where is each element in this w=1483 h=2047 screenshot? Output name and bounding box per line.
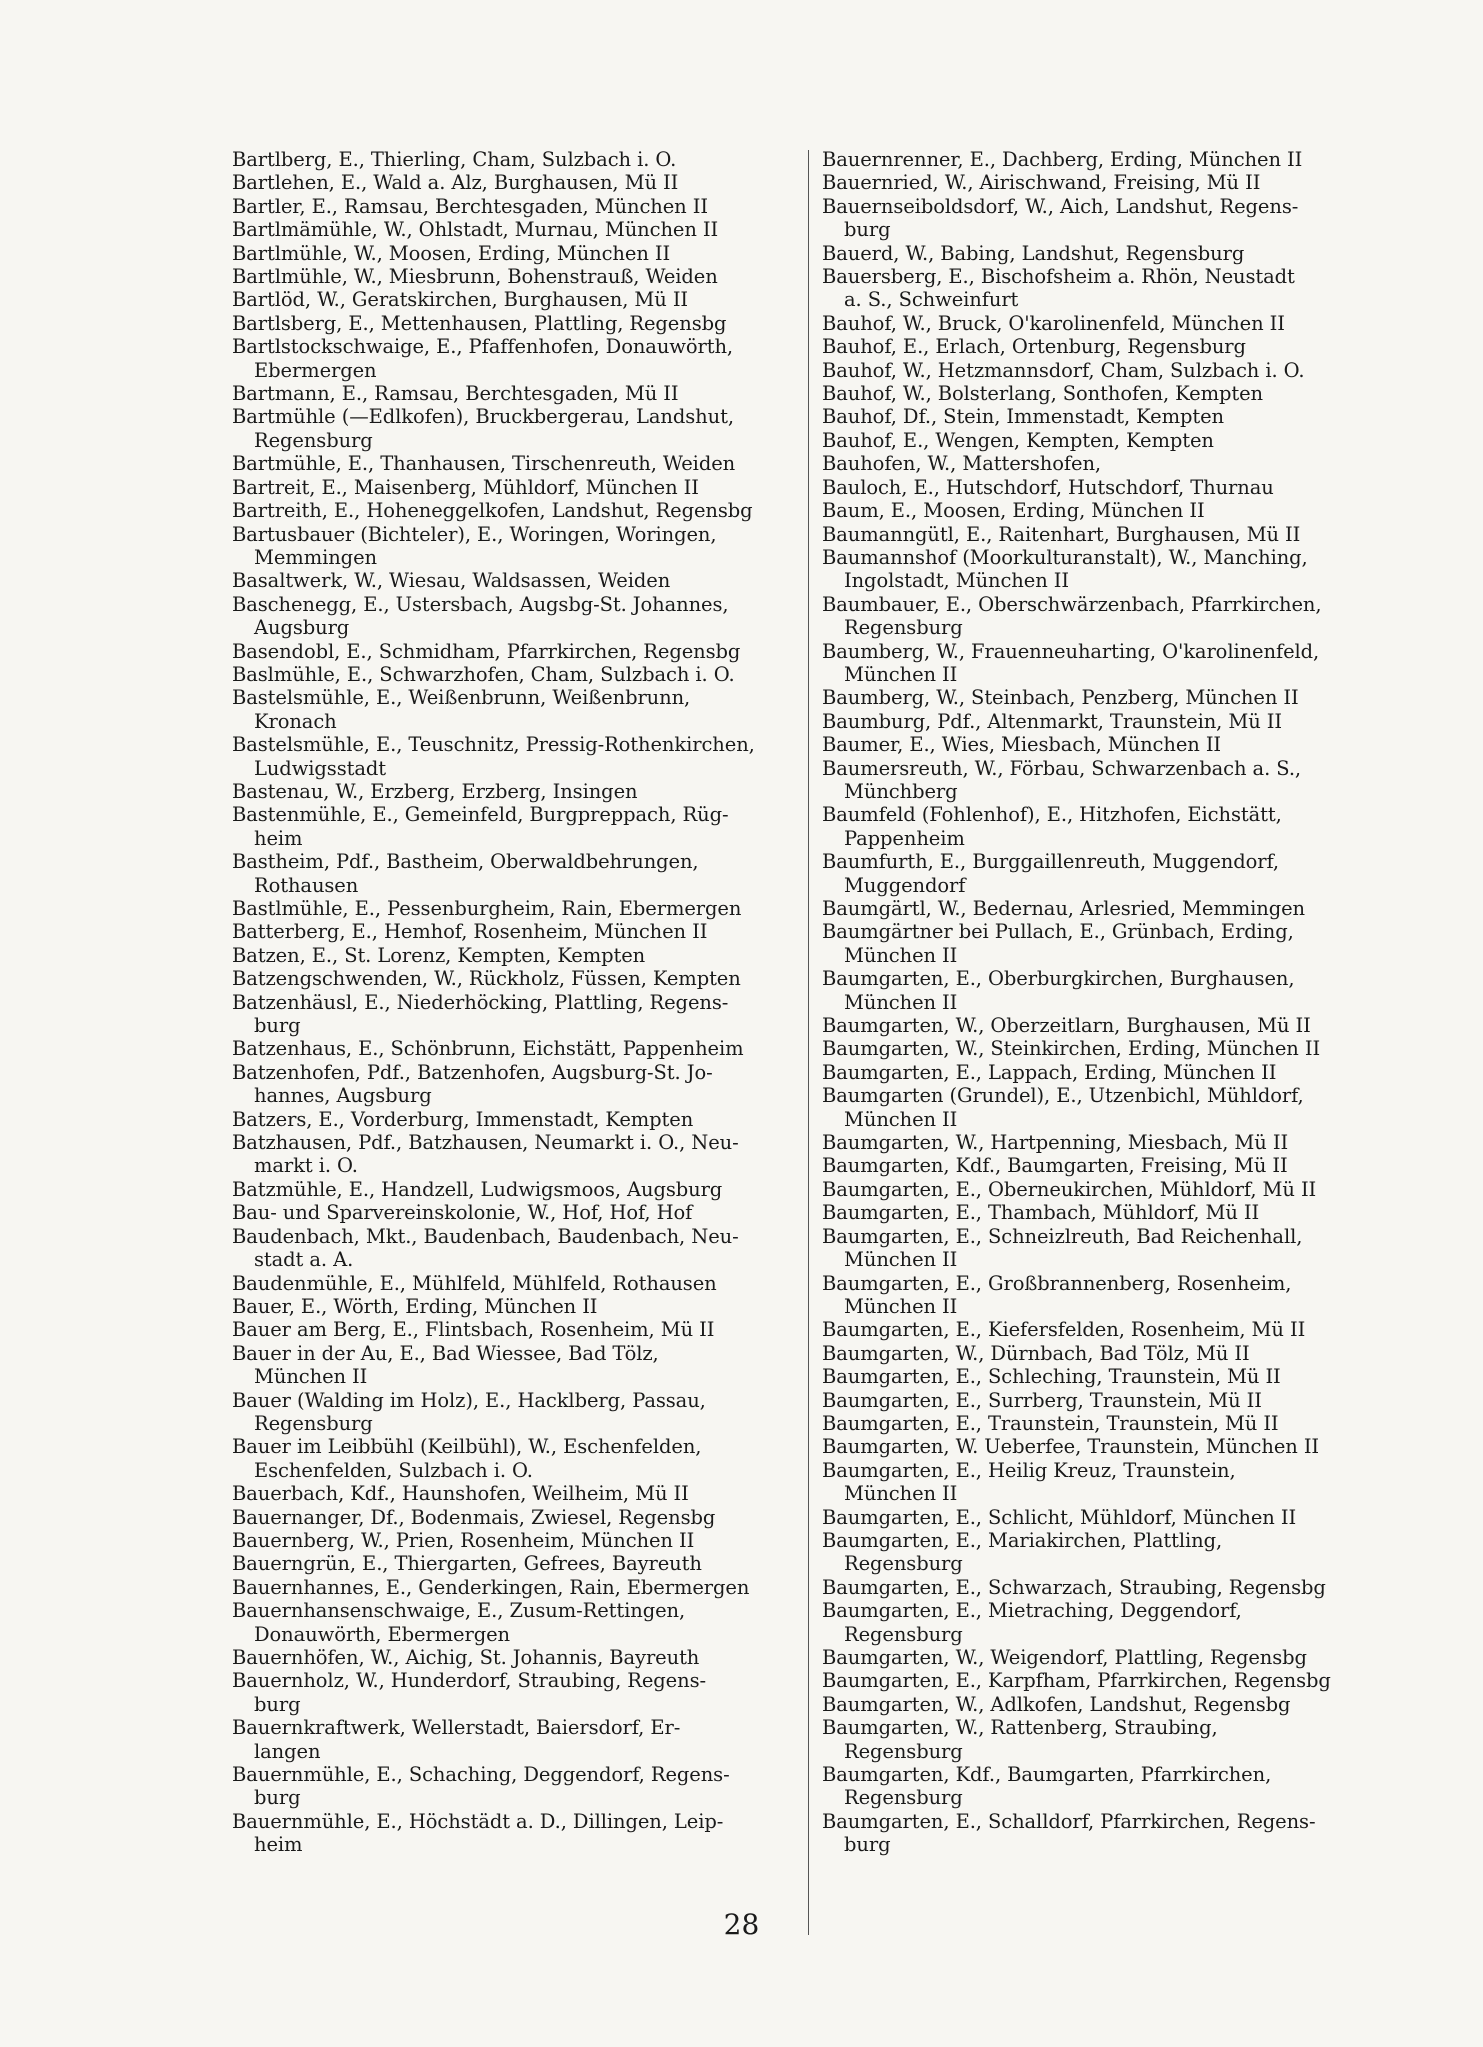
directory-entry: Bauerbach, Kdf., Haunshofen, Weilheim, Mü II xyxy=(232,1482,689,1506)
directory-entry: Baumgarten, E., Heilig Kreuz, Traunstein, München II xyxy=(822,1458,1236,1506)
directory-entry: Baumberg, W., Frauenneuharting, O'karolinenfeld, München II xyxy=(822,639,1320,686)
directory-entry: Bauerngrün, E., Thiergarten, Gefrees, Bayreuth xyxy=(232,1552,702,1576)
directory-entry: Bartlmämühle, W., Ohlstadt, Murnau, München II xyxy=(232,218,719,242)
directory-entry: Baumgarten, W., Rattenberg, Straubing, Regensburg xyxy=(822,1716,1218,1763)
directory-entry: Baumer, E., Wies, Miesbach, München II xyxy=(822,733,1222,757)
directory-entry: Batzers, E., Vorderburg, Immenstadt, Kempten xyxy=(232,1107,694,1131)
directory-entry: Bastheim, Pdf., Bastheim, Oberwaldbehrungen, Rothausen xyxy=(232,850,699,897)
directory-entry: Baumgarten, E., Mietraching, Deggendorf, Regensburg xyxy=(822,1599,1242,1646)
directory-entry: Baumgarten, W., Steinkirchen, Erding, München II xyxy=(822,1037,1321,1061)
directory-entry: Baumgarten, W., Dürnbach, Bad Tölz, Mü II xyxy=(822,1341,1250,1365)
directory-entry: Bauersberg, E., Bischofsheim a. Rhön, Neustadt a. S., Schweinfurt xyxy=(822,265,1295,312)
directory-entry: Baumgarten, E., Traunstein, Traunstein, Mü II xyxy=(822,1411,1279,1435)
directory-entry: Baschenegg, E., Ustersbach, Augsbg-St. Johannes, Augsburg xyxy=(232,592,729,640)
directory-entry: Bauhof, E., Erlach, Ortenburg, Regensburg xyxy=(822,335,1246,359)
directory-entry: Bartlmühle, W., Miesbrunn, Bohenstrauß, Weiden xyxy=(232,265,718,289)
directory-entry: Baumgarten, E., Schwarzach, Straubing, Regensbg xyxy=(822,1575,1326,1599)
directory-entry: Baumberg, W., Steinbach, Penzberg, München II xyxy=(822,686,1299,710)
directory-entry: Bauernhöfen, W., Aichig, St. Johannis, Bayreuth xyxy=(232,1646,700,1669)
directory-entry: Baumgarten, Kdf., Baumgarten, Pfarrkirchen, Regensburg xyxy=(822,1763,1272,1810)
directory-entry: Baumgarten, E., Oberneukirchen, Mühldorf, Mü II xyxy=(822,1177,1317,1201)
directory-entry: Bauernhannes, E., Genderkingen, Rain, Ebermergen xyxy=(232,1575,750,1599)
directory-entry: Bartmühle, E., Thanhausen, Tirschenreuth, Weiden xyxy=(232,452,736,476)
directory-entry: Bauernholz, W., Hunderdorf, Straubing, Regens- burg xyxy=(232,1669,706,1716)
directory-entry: Baumfeld (Fohlenhof), E., Hitzhofen, Eichstätt, Pappenheim xyxy=(822,803,1282,850)
directory-entry: Bartlehen, E., Wald a. Alz, Burghausen, Mü II xyxy=(232,171,679,195)
directory-entry: Baudenmühle, E., Mühlfeld, Mühlfeld, Rothausen xyxy=(232,1271,717,1295)
directory-entry: Baumgarten, W. Ueberfee, Traunstein, München II xyxy=(822,1435,1320,1459)
directory-entry: Bauer im Leibbühl (Keilbühl), W., Eschenfelden, Eschenfelden, Sulzbach i. O. xyxy=(232,1435,702,1482)
directory-entry: Bartlstockschwaige, E., Pfaffenhofen, Donauwörth, Ebermergen xyxy=(232,335,734,382)
directory-entry: Baumbauer, E., Oberschwärzenbach, Pfarrkirchen, Regensburg xyxy=(822,592,1322,640)
directory-entry: Baumgarten, W., Weigendorf, Plattling, Regensbg xyxy=(822,1646,1307,1669)
directory-entry: Baumersreuth, W., Förbau, Schwarzenbach a. S., Münchberg xyxy=(822,756,1302,803)
directory-entry: Bartlmühle, W., Moosen, Erding, München II xyxy=(232,241,671,265)
directory-entry: Baumgarten (Grundel), E., Utzenbichl, Mühldorf, München II xyxy=(822,1084,1304,1131)
directory-entry: Bauhof, W., Bruck, O'karolinenfeld, München II xyxy=(822,311,1285,335)
directory-entry: Baumgarten, E., Schneizlreuth, Bad Reichenhall, München II xyxy=(822,1224,1303,1272)
directory-entry: Bastelsmühle, E., Weißenbrunn, Weißenbrunn, Kronach xyxy=(232,686,691,733)
directory-entry: Bauhof, E., Wengen, Kempten, Kempten xyxy=(822,428,1214,452)
directory-entry: Baumgarten, E., Oberburgkirchen, Burghausen, München II xyxy=(822,967,1295,1014)
directory-entry: Batzhausen, Pdf., Batzhausen, Neumarkt i. O., Neu- markt i. O. xyxy=(232,1131,739,1178)
right-column xyxy=(822,148,1462,1857)
directory-entry: Bauhof, W., Hetzmannsdorf, Cham, Sulzbach i. O. xyxy=(822,358,1305,382)
directory-entry: Bauhofen, W., Mattershofen, xyxy=(822,452,1102,476)
directory-entry: Baumgarten, W., Hartpenning, Miesbach, Mü II xyxy=(822,1131,1289,1155)
directory-entry: Baumfurth, E., Burggaillenreuth, Muggendorf, Muggendorf xyxy=(822,850,1280,897)
directory-entry: Bauernried, W., Airischwand, Freising, Mü II xyxy=(822,171,1261,195)
directory-entry: Bastelsmühle, E., Teuschnitz, Pressig-Rothenkirchen, Ludwigsstadt xyxy=(232,733,755,780)
directory-entry: Bauernrenner, E., Dachberg, Erding, München II xyxy=(822,148,1303,171)
directory-entry: Baumgarten, E., Großbrannenberg, Rosenheim, München II xyxy=(822,1271,1292,1318)
directory-entry: Bauer am Berg, E., Flintsbach, Rosenheim, Mü II xyxy=(232,1318,715,1342)
directory-entry: Bauer (Walding im Holz), E., Hacklberg, Passau, Regensburg xyxy=(232,1388,706,1435)
directory-entry: Batzenhofen, Pdf., Batzenhofen, Augsburg-St. Jo- hannes, Augsburg xyxy=(232,1060,713,1108)
directory-entry: Baumannshof (Moorkulturanstalt), W., Manching, Ingolstadt, München II xyxy=(822,545,1308,593)
directory-entry: Bartmann, E., Ramsau, Berchtesgaden, Mü II xyxy=(232,382,679,406)
directory-entry: Bartlöd, W., Geratskirchen, Burghausen, Mü II xyxy=(232,288,689,312)
directory-entry: Bauloch, E., Hutschdorf, Hutschdorf, Thurnau xyxy=(822,475,1274,499)
directory-entry: Bartusbauer (Bichteler), E., Woringen, Woringen, Memmingen xyxy=(232,522,717,569)
directory-entry: Batzenhaus, E., Schönbrunn, Eichstätt, Pappenheim xyxy=(232,1037,744,1061)
directory-entry: Batzenhäusl, E., Niederhöcking, Plattling, Regens- burg xyxy=(232,990,729,1038)
directory-entry: Bauernberg, W., Prien, Rosenheim, München II xyxy=(232,1528,695,1552)
directory-entry: Bartreith, E., Hoheneggelkofen, Landshut, Regensbg xyxy=(232,499,753,523)
directory-entry: Basaltwerk, W., Wiesau, Waldsassen, Weiden xyxy=(232,569,671,593)
directory-entry: Bauernkraftwerk, Wellerstadt, Baiersdorf, Er- langen xyxy=(232,1716,681,1763)
directory-entry: Bauhof, Df., Stein, Immenstadt, Kempten xyxy=(822,405,1224,429)
directory-entry: Baumgarten, E., Kiefersfelden, Rosenheim, Mü II xyxy=(822,1318,1306,1342)
directory-entry: Baumanngütl, E., Raitenhart, Burghausen, Mü II xyxy=(822,522,1301,546)
page-number: 28 xyxy=(723,1908,760,1941)
directory-entry: Batzen, E., St. Lorenz, Kempten, Kempten xyxy=(232,943,646,967)
directory-entry: Bauhof, W., Bolsterlang, Sonthofen, Kempten xyxy=(822,382,1263,406)
directory-entry: Bauer, E., Wörth, Erding, München II xyxy=(232,1294,598,1318)
directory-entry: Bauernanger, Df., Bodenmais, Zwiesel, Regensbg xyxy=(232,1505,716,1529)
directory-entry: Baumgarten, E., Mariakirchen, Plattling, Regensburg xyxy=(822,1528,1223,1576)
directory-entry: Baumgarten, E., Schlicht, Mühldorf, München II xyxy=(822,1505,1297,1529)
directory-entry: Bauerd, W., Babing, Landshut, Regensburg xyxy=(822,241,1245,265)
directory-entry: Bartmühle (—Edlkofen), Bruckbergerau, Landshut, Regensburg xyxy=(232,405,734,452)
directory-entry: Bastlmühle, E., Pessenburgheim, Rain, Ebermergen xyxy=(232,897,742,920)
directory-entry: Batzengschwenden, W., Rückholz, Füssen, Kempten xyxy=(232,967,741,991)
directory-entry: Bartler, E., Ramsau, Berchtesgaden, München II xyxy=(232,194,708,218)
left-column xyxy=(232,148,802,1857)
directory-entry: Bauernmühle, E., Höchstädt a. D., Dillingen, Leip- heim xyxy=(232,1809,724,1857)
directory-entry: Baumgarten, W., Adlkofen, Landshut, Regensbg xyxy=(822,1692,1291,1716)
directory-entry: Baumgärtner bei Pullach, E., Grünbach, Erding, München II xyxy=(822,920,1294,967)
directory-entry: Baumgarten, E., Karpfham, Pfarrkirchen, Regensbg xyxy=(822,1669,1331,1693)
directory-entry: Batterberg, E., Hemhof, Rosenheim, München II xyxy=(232,920,708,944)
directory-entry: Baumgarten, E., Lappach, Erding, München II xyxy=(822,1060,1277,1084)
directory-entry: Baumgarten, E., Surrberg, Traunstein, Mü II xyxy=(822,1388,1262,1412)
directory-entry: Bartlsberg, E., Mettenhausen, Plattling, Regensbg xyxy=(232,311,727,335)
directory-entry: Baum, E., Moosen, Erding, München II xyxy=(822,499,1205,523)
directory-entry: Bartreit, E., Maisenberg, Mühldorf, München II xyxy=(232,475,699,499)
directory-entry: Baumgarten, Kdf., Baumgarten, Freising, Mü II xyxy=(822,1154,1288,1178)
directory-entry: Bastenmühle, E., Gemeinfeld, Burgpreppach, Rüg- heim xyxy=(232,803,729,850)
directory-entry: Bastenau, W., Erzberg, Erzberg, Insingen xyxy=(232,779,638,803)
directory-entry: Bauer in der Au, E., Bad Wiessee, Bad Tölz, München II xyxy=(232,1341,659,1389)
directory-entry: Baumburg, Pdf., Altenmarkt, Traunstein, Mü II xyxy=(822,709,1282,733)
directory-entry: Baumgärtl, W., Bedernau, Arlesried, Memmingen xyxy=(822,897,1306,920)
directory-entry: Bauernseiboldsdorf, W., Aich, Landshut, Regens- burg xyxy=(822,194,1299,242)
directory-entry: Baumgarten, E., Schleching, Traunstein, Mü II xyxy=(822,1365,1281,1389)
directory-entry: Batzmühle, E., Handzell, Ludwigsmoos, Augsburg xyxy=(232,1177,723,1201)
directory-entry: Bau- und Sparvereinskolonie, W., Hof, Hof, Hof xyxy=(232,1201,693,1225)
directory-entry: Baslmühle, E., Schwarzhofen, Cham, Sulzbach i. O. xyxy=(232,662,735,686)
directory-entry: Bauernmühle, E., Schaching, Deggendorf, Regens- burg xyxy=(232,1763,730,1810)
directory-entry: Baudenbach, Mkt., Baudenbach, Baudenbach, Neu- stadt a. A. xyxy=(232,1224,739,1272)
directory-entry: Baumgarten, E., Schalldorf, Pfarrkirchen, Regens- burg xyxy=(822,1809,1316,1857)
directory-entry: Baumgarten, W., Oberzeitlarn, Burghausen, Mü II xyxy=(822,1014,1311,1038)
directory-entry: Basendobl, E., Schmidham, Pfarrkirchen, Regensbg xyxy=(232,639,741,663)
directory-entry: Baumgarten, E., Thambach, Mühldorf, Mü II xyxy=(822,1201,1260,1225)
directory-entry: Bauernhansenschwaige, E., Zusum-Rettingen, Donauwörth, Ebermergen xyxy=(232,1599,686,1646)
directory-entry: Bartlberg, E., Thierling, Cham, Sulzbach i. O. xyxy=(232,148,677,171)
column-divider xyxy=(808,150,809,1935)
